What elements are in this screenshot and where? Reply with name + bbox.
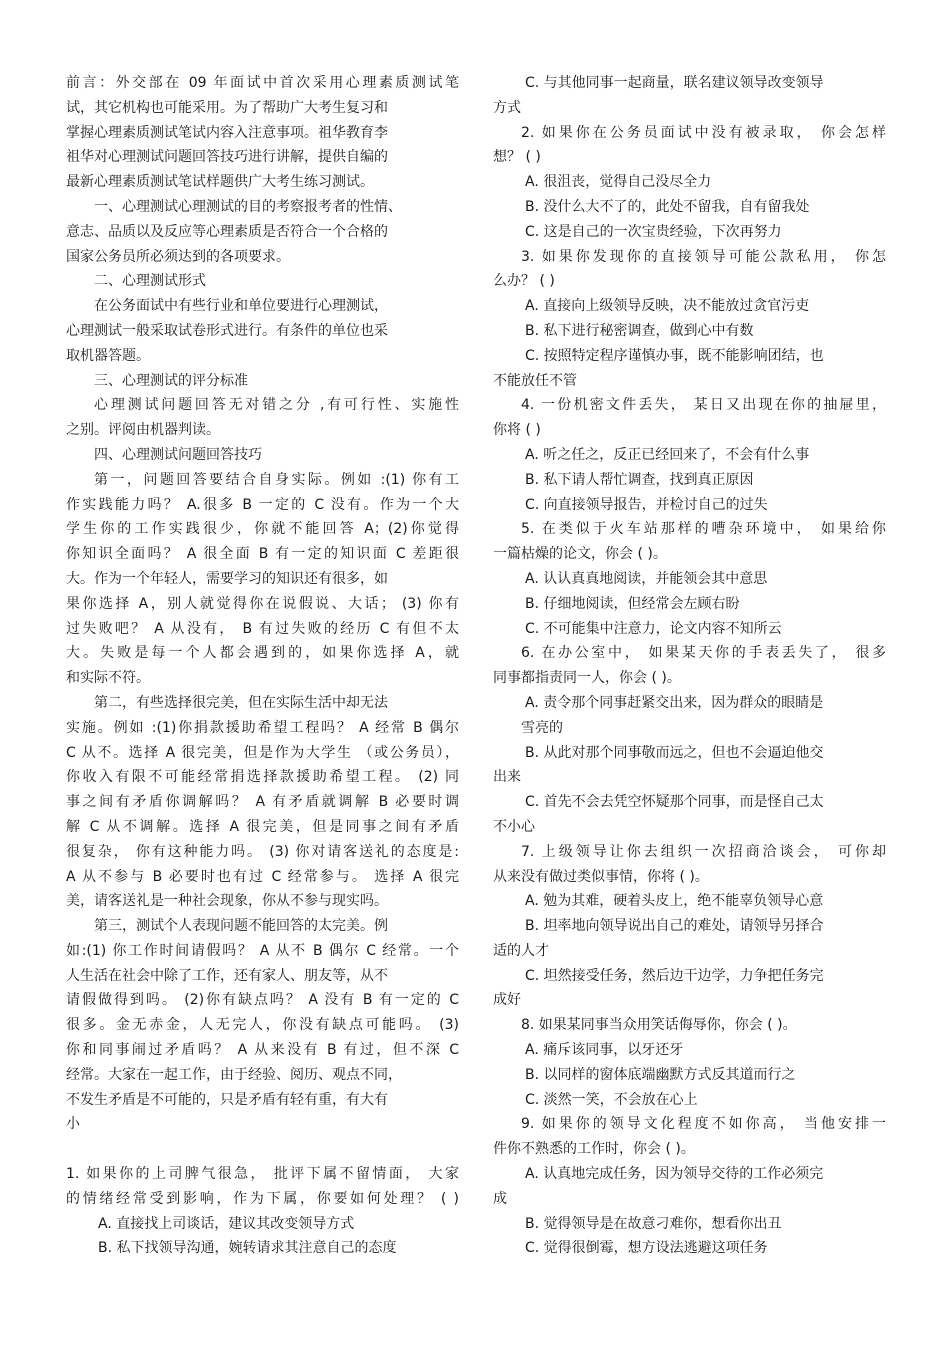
- text-line: 一篇枯燥的论文，你会 ( )。: [493, 546, 667, 563]
- text-line: 取机器答题。: [66, 347, 150, 364]
- text-line: 成好: [493, 992, 521, 1009]
- text-line: 心理测试一般采取试卷形式进行。有条件的单位也采: [66, 322, 388, 339]
- text-line: C. 向直接领导报告，并检讨自己的过失: [525, 496, 768, 513]
- text-line: 人生活在社会中除了工作，还有家人、朋友等，从不: [66, 967, 388, 984]
- text-line: 你知识全面吗？ A 很全面 B 有一定的知识面 C 差距很: [66, 546, 459, 563]
- text-line: 大。失败是每一个人都会遇到的，如果你选择 A，就: [66, 645, 459, 662]
- text-line: 4. 一份机密文件丢失， 某日又出现在你的抽屉里，: [521, 397, 886, 414]
- text-line: 成: [493, 1190, 507, 1207]
- text-line: B. 从此对那个同事敬而远之，但也不会逼迫他交: [525, 744, 824, 761]
- text-line: 果你选择 A，别人就觉得你在说假说、大话； (3) 你有: [66, 595, 459, 612]
- text-line: A. 直接找上司谈话，建议其改变领导方式: [98, 1215, 355, 1232]
- right-column: [493, 71, 886, 1261]
- text-line: C. 坦然接受任务，然后边干边学，力争把任务完: [525, 967, 824, 984]
- text-line: 如:(1) 你工作时间请假吗？ A 从不 B 偶尔 C 经常。一个: [66, 942, 459, 959]
- text-line: 从来没有做过类似事情，你将 ( )。: [493, 868, 709, 885]
- text-line: C. 不可能集中注意力，论文内容不知所云: [525, 620, 782, 637]
- text-line: 你和同事闹过矛盾吗？ A 从来没有 B 有过，但不深 C: [66, 1042, 459, 1059]
- text-line: 最新心理素质测试笔试样题供广大考生练习测试。: [66, 174, 374, 191]
- text-line: C. 按照特定程序谨慎办事，既不能影响团结，也: [525, 347, 824, 364]
- text-line: A. 认真地完成任务，因为领导交待的工作必须完: [525, 1166, 824, 1183]
- text-line: 8. 如果某同事当众用笑话侮辱你，你会 ( )。: [521, 1017, 797, 1034]
- text-line: 在公务面试中有些行业和单位要进行心理测试，: [94, 298, 388, 315]
- text-line: 国家公务员所必须达到的各项要求。: [66, 248, 290, 265]
- text-line: 美，请客送礼是一种社会现象，你从不参与现实吗。: [66, 893, 388, 910]
- text-line: 不发生矛盾是不可能的，只是矛盾有轻有重，有大有: [66, 1091, 388, 1108]
- text-line: B. 觉得领导是在故意刁难你，想看你出丑: [525, 1215, 782, 1232]
- text-line: A. 认认真真地阅读，并能领会其中意思: [525, 570, 768, 587]
- text-line: 意志、品质以及反应等心理素质是否符合一个合格的: [66, 223, 388, 240]
- left-column: [66, 71, 459, 1261]
- text-line: 试，其它机构也可能采用。为了帮助广大考生复习和: [66, 99, 388, 116]
- text-line: 请假做得到吗。 (2)你有缺点吗？ A 没有 B 有一定的 C: [66, 992, 459, 1009]
- text-line: 事之间有矛盾你调解吗？ A 有矛盾就调解 B 必要时调: [66, 794, 459, 811]
- text-line: 四、心理测试问题回答技巧: [94, 446, 262, 463]
- text-line: 第一，问题回答要结合自身实际。例如 :(1) 你有工: [94, 471, 459, 488]
- text-line: 小: [66, 1116, 80, 1133]
- text-line: 实施。例如 :(1)你捐款援助希望工程吗？ A 经常 B 偶尔: [66, 719, 459, 736]
- text-line: A. 责令那个同事赶紧交出来，因为群众的眼睛是: [525, 694, 824, 711]
- text-line: 三、心理测试的评分标准: [94, 372, 248, 389]
- text-line: B. 私下请人帮忙调查，找到真正原因: [525, 471, 754, 488]
- text-line: B. 仔细地阅读，但经常会左顾右盼: [525, 595, 740, 612]
- text-line: 出来: [493, 769, 521, 786]
- text-line: 第三，测试个人表现问题不能回答的太完美。例: [94, 918, 388, 935]
- text-line: C. 这是自己的一次宝贵经验，下次再努力: [525, 223, 782, 240]
- text-line: 的情绪经常受到影响，作为下属，你要如何处理？ ( ): [66, 1190, 459, 1207]
- text-line: 第二，有些选择很完美，但在实际生活中却无法: [94, 694, 388, 711]
- text-line: A. 直接向上级领导反映，决不能放过贪官污吏: [525, 298, 810, 315]
- text-line: B. 以同样的窗体底端幽默方式反其道而行之: [525, 1066, 796, 1083]
- text-line: 掌握心理素质测试笔试内容入注意事项。祖华教育李: [66, 124, 388, 141]
- text-line: 前言：外交部在 09 年面试中首次采用心理素质测试笔: [66, 75, 459, 91]
- text-line: A. 很沮丧，觉得自己没尽全力: [525, 174, 712, 191]
- text-line: 二、心理测试形式: [94, 273, 206, 290]
- text-line: 心理测试问题回答无对错之分 ,有可行性、实施性: [94, 397, 459, 414]
- text-line: 么办？ ( ): [493, 273, 555, 290]
- text-line: 1. 如果你的上司脾气很急， 批评下属不留情面， 大家: [66, 1166, 459, 1183]
- text-line: A. 痛斥该同事，以牙还牙: [525, 1042, 684, 1059]
- text-line: 3. 如果你发现你的直接领导可能公款私用， 你怎: [521, 248, 886, 265]
- text-line: 5. 在类似于火车站那样的嘈杂环境中， 如果给你: [521, 521, 886, 538]
- text-line: 很复杂， 你有这种能力吗。 (3) 你对请客送礼的态度是:: [66, 843, 459, 860]
- text-line: B. 私下进行秘密调查，做到心中有数: [525, 322, 754, 339]
- text-line: C. 首先不会去凭空怀疑那个同事，而是怪自己太: [525, 794, 824, 811]
- text-line: A 从不参与 B 必要时也有过 C 经常参与。 选择 A 很完: [66, 868, 459, 885]
- text-line: C 从不。选择 A 很完美，但是作为大学生 （或公务员），: [66, 744, 459, 761]
- text-line: 想？ ( ): [493, 149, 541, 166]
- text-line: A. 勉为其难，硬着头皮上，绝不能辜负领导心意: [525, 893, 824, 910]
- text-line: 方式: [493, 99, 521, 116]
- text-line: 你收入有限不可能经常捐选择款援助希望工程。 (2) 同: [66, 769, 459, 786]
- text-line: 大。作为一个年轻人，需要学习的知识还有很多，如: [66, 570, 388, 587]
- text-line: B. 私下找领导沟通，婉转请求其注意自己的态度: [98, 1240, 397, 1257]
- text-line: 不小心: [493, 818, 535, 835]
- text-line: 7. 上级领导让你去组织一次招商洽谈会， 可你却: [521, 843, 886, 860]
- text-line: 适的人才: [493, 942, 549, 959]
- text-line: 一、心理测试心理测试的目的考察报考者的性情、: [94, 198, 402, 215]
- text-line: 6. 在办公室中， 如果某天你的手表丢失了， 很多: [521, 645, 886, 662]
- text-line: 2. 如果你在公务员面试中没有被录取， 你会怎样: [521, 124, 886, 141]
- text-line: 作实践能力吗？ A.很多 B 一定的 C 没有。作为一个大: [66, 496, 459, 513]
- text-line: C. 与其他同事一起商量，联名建议领导改变领导: [525, 75, 824, 91]
- text-line: B. 坦率地向领导说出自己的难处，请领导另择合: [525, 918, 824, 935]
- text-line: 和实际不符。: [66, 670, 150, 687]
- text-line: 祖华对心理测试问题回答技巧进行讲解，提供自编的: [66, 149, 388, 166]
- text-line: 同事都指责同一人，你会 ( )。: [493, 670, 681, 687]
- text-line: 雪亮的: [521, 719, 563, 736]
- text-line: 不能放任不管: [493, 372, 577, 389]
- text-line: C. 觉得很倒霉，想方设法逃避这项任务: [525, 1240, 768, 1257]
- text-line: 你将 ( ): [493, 422, 541, 439]
- text-line: 9. 如果你的领导文化程度不如你高， 当他安排一: [521, 1116, 886, 1133]
- text-line: 学生你的工作实践很少，你就不能回答 A；(2)你觉得: [66, 521, 459, 538]
- text-line: 过失败吧？ A 从没有， B 有过失败的经历 C 有但不太: [66, 620, 459, 637]
- text-line: C. 淡然一笑，不会放在心上: [525, 1091, 698, 1108]
- text-line: A. 听之任之，反正已经回来了，不会有什么事: [525, 446, 810, 463]
- text-line: 件你不熟悉的工作时，你会 ( )。: [493, 1141, 695, 1158]
- text-line: 之别。评阅由机器判读。: [66, 422, 220, 439]
- text-line: 解 C 从不调解。选择 A 很完美，但是同事之间有矛盾: [66, 818, 459, 835]
- text-line: [66, 1137, 459, 1162]
- text-line: 很多。金无赤金，人无完人，你没有缺点可能吗。 (3): [66, 1017, 459, 1034]
- text-line: 经常。大家在一起工作，由于经验、阅历、观点不同，: [66, 1066, 402, 1083]
- text-line: B. 没什么大不了的，此处不留我，自有留我处: [525, 198, 810, 215]
